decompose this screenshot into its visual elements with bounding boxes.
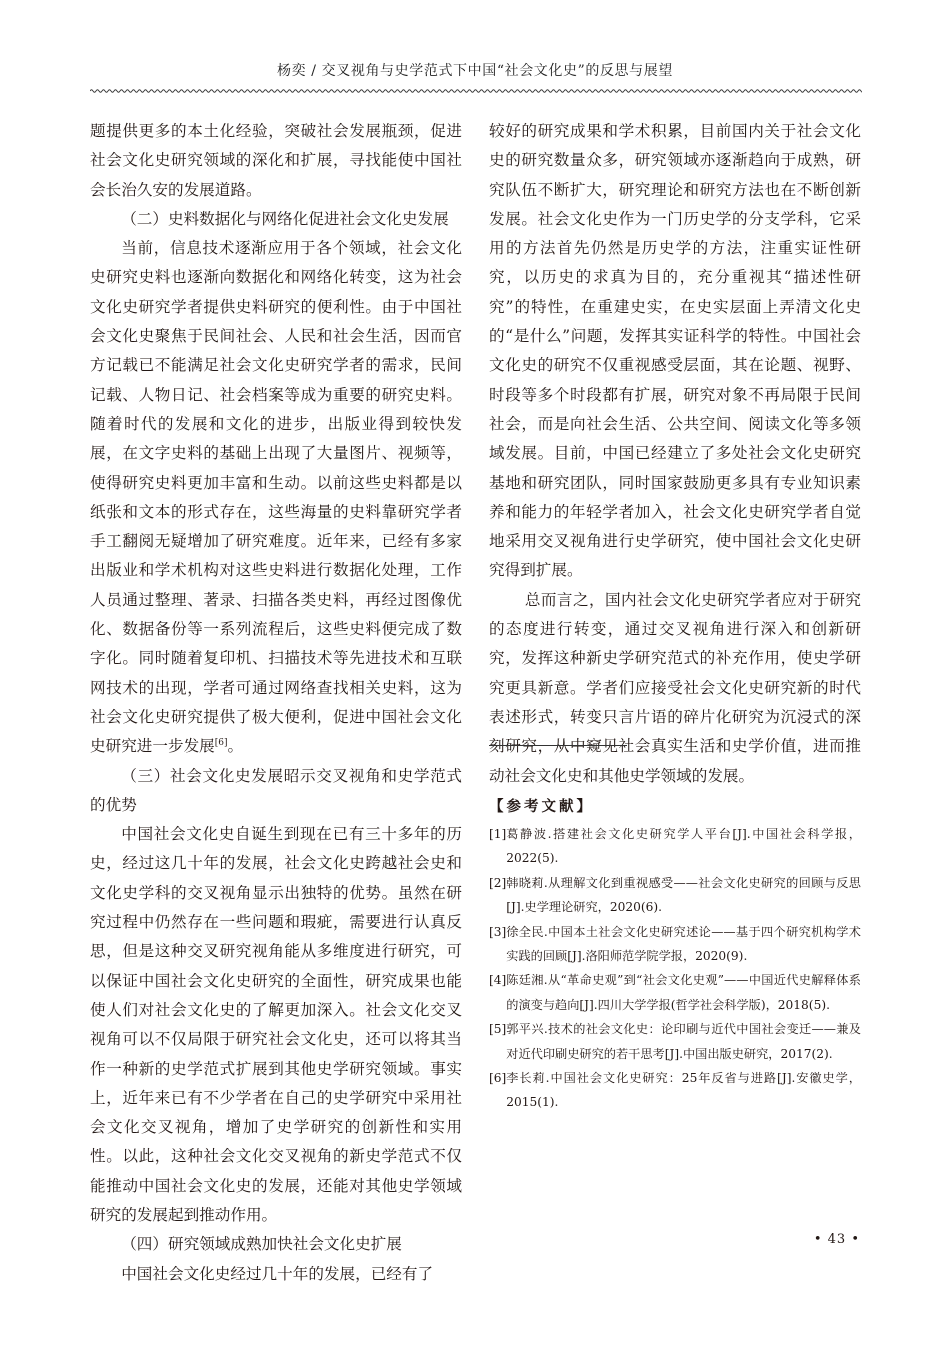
reference-number: [2]: [489, 875, 507, 890]
reference-text: 徐全民.中国本土社会文化史研究述论——基于四个研究机构学术实践的回顾[J].洛阳师范学院学报，2020(9).: [506, 924, 861, 964]
section-heading: （二）史料数据化与网络化促进社会文化史发展: [121, 209, 449, 228]
reference-item: [489, 822, 861, 871]
paragraph-text: 当前，信息技术逐渐应用于各个领域，社会文化史研究史料也逐渐向数据化和网络化转变，这为社会文化史研究学者提供史料研究的便利性。由于中国社会文化史聚焦于民间社会、人民和社会生活，因而官方记载已不能满足社会文化史研究学者的需求，民间记载、人物日记、社会档案等成为重要的研究史料。随着时代的发展和文化的进步，出版业得到较快发展，在文字史料的基础上出现了大量图片、视频等，使得研究史料更加丰富和生动。以前这些史料都是以纸张和文本的形式存在，这些海量的史料靠研究学者手工翻阅无疑增加了研究难度。近年来，已经有多家出版业和学术机构对这些史料进行数据化处理，工作人员通过整理、著录、扫描各类史料，再经过图像优化、数据备份等一系列流程后，这些史料便完成了数字化。同时随着复印机、扫描技术等先进技术和互联网技术的出现，学者可通过网络查找相关史料，这为社会文化史研究提供了极大便利，促进中国社会文化史研究进一步发展: [90, 239, 462, 756]
reference-text: 郭平兴.技术的社会文化史：论印刷与近代中国社会变迁——兼及对近代印刷史研究的若干思考[J].中国出版史研究，2017(2).: [506, 1022, 861, 1061]
reference-item: [489, 1017, 861, 1066]
reference-number: [4]: [489, 973, 507, 988]
paragraph: [90, 234, 462, 761]
references-divider: [489, 745, 627, 746]
section-heading: （四）研究领域成熟加快社会文化史扩展: [121, 1235, 402, 1254]
reference-item: [489, 871, 861, 920]
running-header: 杨奕 / 交叉视角与史学范式下中国“社会文化史”的反思与展望: [277, 63, 673, 79]
reference-number: [3]: [489, 924, 507, 939]
paragraph: 较好的研究成果和学术积累，目前国内关于社会文化史的研究数量众多，研究领域亦逐渐趋向于成熟，研究队伍不断扩大，研究理论和研究方法也在不断创新发展。社会文化史作为一门历史学的分支学科，它采用的方法首先仍然是历史学的方法，注重实证性研究，以历史的求真为目的，充分重视其“描述性研究”的特性，在重建史实，在史实层面上弄清文化史的“是什么”问题，发挥其实证科学的特性。中国社会文化史的研究不仅重视感受层面，其在论题、视野、时段等多个时段都有扩展，研究对象不再局限于民间社会，而是向社会生活、公共空间、阅读文化等多领域发展。目前，中国已经建立了多处社会文化史研究基地和研究团队，同时国家鼓励更多具有专业知识素养和能力的年轻学者加入，社会文化史研究学者自觉地采用交叉视角进行史学研究，使中国社会文化史研究得到扩展。: [489, 122, 861, 580]
paragraph-end: 。: [227, 737, 244, 756]
reference-number: [6]: [489, 1071, 507, 1086]
page-number: • 43 •: [813, 1232, 860, 1247]
reference-item: [489, 968, 861, 1017]
header-wavy-rule: [90, 87, 862, 95]
reference-number: [5]: [489, 1022, 507, 1037]
reference-text: 葛静波.搭建社会文化史研究学人平台[J].中国社会科学报，2022(5).: [506, 827, 861, 866]
paragraph: 中国社会文化史自诞生到现在已有三十多年的历史，经过这几十年的发展，社会文化史跨越社会史和文化史学科的交叉视角显示出独特的优势。虽然在研究过程中仍然存在一些问题和瑕疵，需要进行认真反思，但是这种交叉研究视角能从多维度进行研究，可以保证中国社会文化史研究的全面性，研究成果也能使人们对社会文化史的了解更加深入。社会文化交叉视角可以不仅局限于研究社会文化史，还可以将其当作一种新的史学范式扩展到其他史学研究领域。事实上，近年来已有不少学者在自己的史学研究中采用社会文化交叉视角，增加了史学研究的创新性和实用性。以此，这种社会文化交叉视角的新史学范式不仅能推动中国社会文化史的发展，还能对其他史学领域研究的发展起到推动作用。: [90, 825, 462, 1224]
reference-item: [489, 920, 861, 969]
left-column: [90, 117, 462, 1289]
citation-marker[interactable]: [6]: [214, 738, 228, 749]
right-column: [489, 117, 861, 791]
paragraph: 题提供更多的本土化经验，突破社会发展瓶颈，促进社会文化史研究领域的深化和扩展，寻找能使中国社会长治久安的发展道路。: [90, 122, 462, 199]
section-heading: （三）社会文化史发展昭示交叉视角和史学范式的优势: [90, 766, 462, 814]
paragraph: 中国社会文化史经过几十年的发展，已经有了: [121, 1264, 434, 1283]
reference-list: [489, 822, 861, 1115]
reference-number: [1]: [489, 827, 507, 841]
references-title: 【参考文献】: [489, 798, 594, 815]
reference-text: 李长莉.中国社会文化史研究：25年反省与进路[J].安徽史学，2015(1).: [506, 1071, 861, 1110]
paragraph: 总而言之，国内社会文化史研究学者应对于研究的态度进行转变，通过交叉视角进行深入和创新研究，发挥这种新史学研究范式的补充作用，使史学研究更具新意。学者们应接受社会文化史研究新的时代表述形式，转变只言片语的碎片化研究为沉浸式的深刻研究，从中窥见社会真实生活和史学价值，进而推动社会文化史和其他史学领域的发展。: [489, 590, 861, 785]
reference-text: 陈廷湘.从“革命史观”到“社会文化史观”——中国近代史解释体系的演变与趋向[J].四川大学学报(哲学社会科学版)，2018(5).: [506, 973, 861, 1012]
reference-text: 韩晓莉.从理解文化到重视感受——社会文化史研究的回顾与反思[J].史学理论研究，2020(6).: [506, 875, 861, 915]
reference-item: [489, 1066, 861, 1115]
